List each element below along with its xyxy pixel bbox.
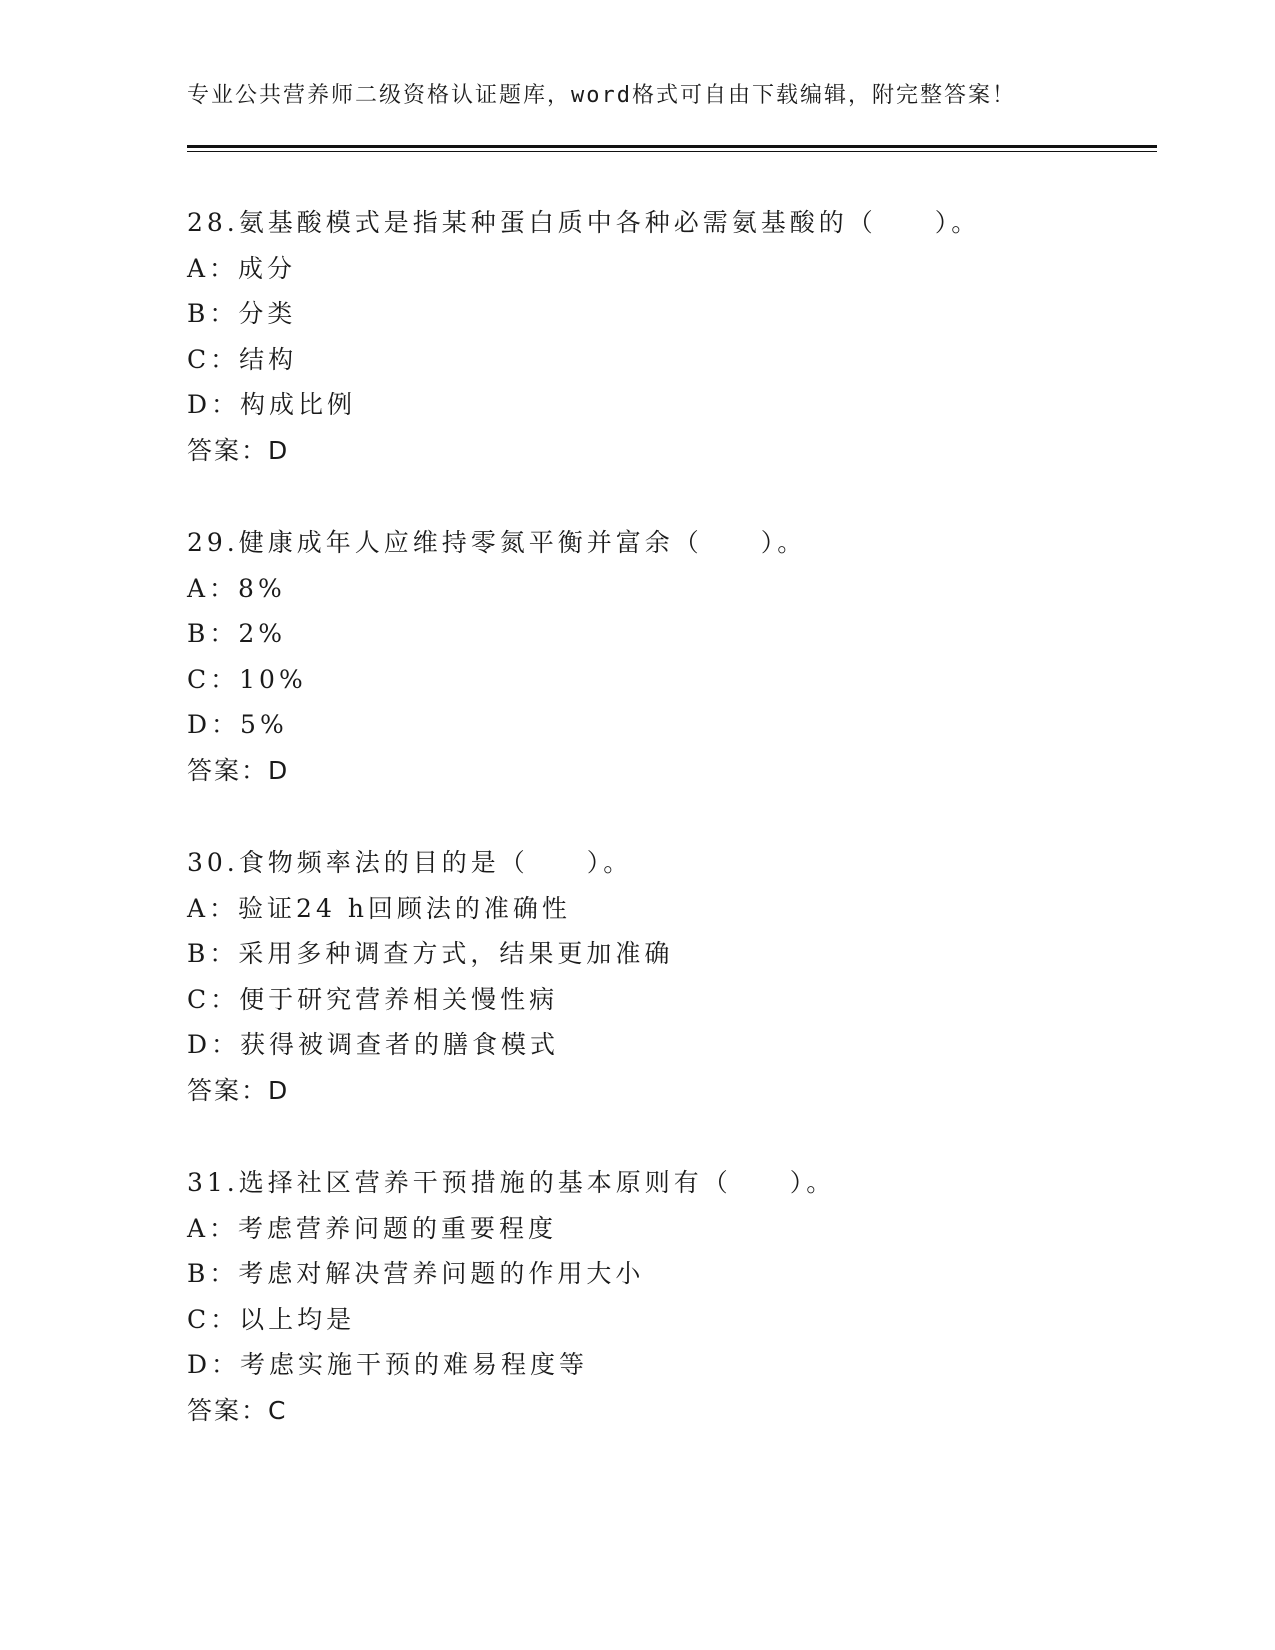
option-b: B：分类	[187, 299, 297, 328]
question-stem: 28.氨基酸模式是指某种蛋白质中各种必需氨基酸的（ ）。	[187, 208, 981, 237]
option-d: D：构成比例	[187, 390, 357, 419]
option-b: B：2%	[187, 619, 287, 648]
option-b: B：考虑对解决营养问题的作用大小	[187, 1259, 645, 1288]
option-c: C：便于研究营养相关慢性病	[187, 984, 559, 1014]
option-c: C：以上均是	[187, 1304, 356, 1334]
answer-line: 答案：D	[187, 435, 290, 465]
question-stem: 31.选择社区营养干预措施的基本原则有（ ）。	[187, 1168, 836, 1197]
option-a: A：成分	[187, 253, 297, 283]
option-d: D：5%	[187, 710, 288, 739]
header-rule-thin	[187, 151, 1157, 152]
answer-line: 答案：D	[187, 755, 290, 785]
option-c: C：10%	[187, 664, 307, 694]
question-block-29	[187, 520, 1157, 793]
question-block-28	[187, 200, 1157, 473]
question-stem: 29.健康成年人应维持零氮平衡并富余（ ）。	[187, 528, 807, 557]
question-block-30	[187, 840, 1157, 1113]
option-c: C：结构	[187, 344, 298, 374]
option-a: A：考虑营养问题的重要程度	[187, 1213, 558, 1243]
answer-line: 答案：D	[187, 1075, 290, 1105]
answer-line: 答案：C	[187, 1395, 288, 1425]
option-d: D：考虑实施干预的难易程度等	[187, 1350, 589, 1379]
question-stem: 30.食物频率法的目的是（ ）。	[187, 848, 633, 877]
header-rule-thick	[187, 145, 1157, 148]
option-a: A：验证24 h回顾法的准确性	[187, 893, 571, 923]
question-block-31	[187, 1160, 1157, 1433]
page-header: 专业公共营养师二级资格认证题库，word格式可自由下载编辑，附完整答案！	[187, 83, 1016, 108]
option-d: D：获得被调查者的膳食模式	[187, 1030, 560, 1059]
option-b: B：采用多种调查方式，结果更加准确	[187, 939, 674, 968]
option-a: A：8%	[187, 573, 286, 603]
